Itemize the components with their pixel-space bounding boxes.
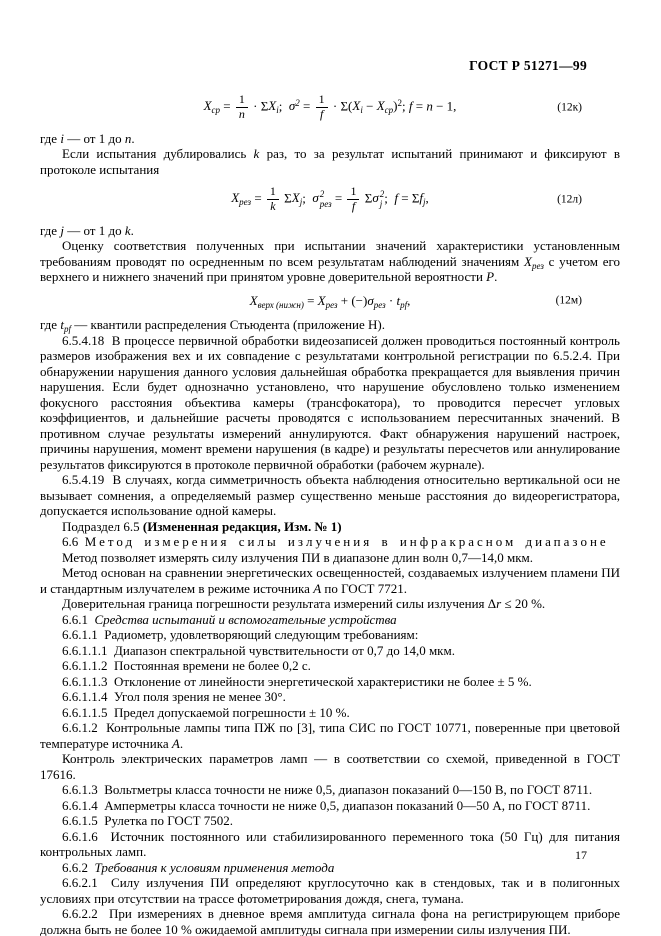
paragraph: 6.6.1.1 Радиометр, удовлетворяющий следующим требованиям: — [62, 627, 419, 643]
paragraph: Метод основан на сравнении энергетических освещенностей, создаваемых излучением пламени ПИ и стандартным излучателем в режиме источника А по ГОСТ 7721. — [40, 565, 620, 596]
paragraph: 6.6.1.4 Амперметры класса точности не ниже 0,5, диапазон показаний 0—50 А, по ГОСТ 8711. — [62, 797, 591, 813]
paragraph: Если испытания дублировались k раз, то за результат испытаний принимают и фиксируют в протоколе испытания — [40, 146, 620, 177]
paragraph: 6.6.2.2 При измерениях в дневное время амплитуда сигнала фона на регистрирующем приборе должна быть не более 10 % ожидаемой амплитуды сигнала при измерении силы излучения ПИ. — [40, 906, 620, 936]
paragraph: Доверительная граница погрешности результата измерений силы излучения Δr ≤ 20 %. — [62, 596, 546, 612]
subsection-heading: 6.6.2 Требования к условиям применения метода — [62, 859, 335, 875]
paragraph: 6.6.1.1.3 Отклонение от линейности энергетической характеристики не более ± 5 %. — [62, 673, 532, 689]
paragraph: Метод позволяет измерять силу излучения ПИ в диапазоне длин волн 0,7—14,0 мкм. — [62, 549, 533, 565]
standard-number: ГОСТ Р 51271—99 — [469, 58, 587, 73]
paragraph: 6.6.1.6 Источник постоянного или стабилизированного переменного тока (50 Гц) для питания контрольных ламп. — [40, 828, 620, 860]
formula-label: (12м) — [555, 294, 582, 307]
paragraph: 6.6.2.1 Силу излучения ПИ определяют круглосуточно как в стендовых, так и в полигонных условиях при отсутствии на трассе фотометрирования дождя, снега, тумана. — [40, 875, 620, 906]
formula: $X_{ср}$ = $\frac{1}{n}$ · $\Sigma X_i$; $\sigma^2$ = $\frac{1}{f}$ · $\Sigma(X_i - X_{ср})^2$; f = n − 1, (12к) — [203, 92, 582, 121]
paragraph: 6.6.1.5 Рулетка по ГОСТ 7502. — [62, 813, 234, 829]
paragraph: 6.5.4.19 В случаях, когда симметричность объекта наблюдения относительно вертикальной оси не вызывает сомнения, а определяемый размер существенно меньше расстояния до видеорегистратора, допускается использование одной камеры. — [40, 472, 620, 519]
where-clause: где $t_{pf}$ — квантили распределения Стьюдента (приложение Н). — [40, 317, 385, 335]
formula: $X_{верх (нижн)} = X_{рез} + (-)\sigma_{рез} \cdot t_{pf}$, (12м) — [249, 292, 582, 310]
formula: $X_{рез}$ = $\frac{1}{k}$ $\Sigma X_j$; σ 2 рез = $\frac{1}{f}$ Σσ 2 j ; $f = \Sigma f_j$, (12л) — [231, 184, 582, 213]
subsection-heading: 6.6.1 Средства испытаний и вспомогательные устройства — [62, 611, 397, 627]
paragraph: 6.5.4.18 В процессе первичной обработки видеозаписей должен проводиться постоянный контроль размеров изображения вех и их совпадение с результатами контрольной регистрации по 6.5.2.4. При обнаружении нарушения данного условия дальнейшая обработка прекращается для выявления причин нарушения. Если будет однозначно установлено, что нарушение обусловлено только изменением фокусного расстояния объектива камеры (трансфокатора), то проводится пересчет угловых коэффициентов, и дальнейшие расчеты проводятся с использованием пересчитанных значений. В противном случае результаты измерений аннулируются. Факт обнаружения нарушений настроек, причины нарушения, момент времени нарушения (в кадре) и результаты пересчетов или аннулирование результатов фиксируются в протоколе первичной обработки (рабочем журнале). — [40, 332, 620, 472]
paragraph: Оценку соответствия полученных при испытании значений характеристики установленным требованиям проводят по осредненным по всем результатам наблюдений значениям $X_{рез}$ с учетом его верхнего и нижнего значений при принятом уровне доверительной вероятности P. — [40, 238, 620, 285]
paragraph: 6.6.1.1.1 Диапазон спектральной чувствительности от 0,7 до 14,0 мкм. — [62, 642, 455, 658]
paragraph: 6.6.1.1.4 Угол поля зрения не менее 30°. — [62, 689, 286, 705]
paragraph: Подраздел 6.5 (Измененная редакция, Изм. № 1) — [62, 518, 342, 534]
paragraph: Контроль электрических параметров ламп — в соответствии со схемой, приведенной в ГОСТ 17616. — [40, 751, 620, 782]
document-body — [40, 85, 620, 936]
paragraph: 6.6.1.1.5 Предел допускаемой погрешности ± 10 %. — [62, 704, 350, 720]
section-heading: 6.6 Метод измерения силы излучения в инфракрасном диапазоне — [62, 534, 609, 550]
where-clause: где j — от 1 до k. — [40, 222, 134, 238]
page-number: 17 — [575, 848, 587, 862]
formula-label: (12л) — [557, 193, 582, 206]
paragraph: 6.6.1.3 Вольтметры класса точности не ниже 0,5, диапазон показаний 0—150 В, по ГОСТ 8711. — [62, 782, 593, 798]
paragraph: 6.6.1.1.2 Постоянная времени не более 0,2 с. — [62, 658, 311, 674]
formula-label: (12к) — [557, 101, 582, 114]
paragraph: 6.6.1.2 Контрольные лампы типа ПЖ по [3], типа СИС по ГОСТ 10771, поверенные при цветовой температуре источника А. — [40, 720, 620, 751]
where-clause: где i — от 1 до n. — [40, 130, 135, 146]
